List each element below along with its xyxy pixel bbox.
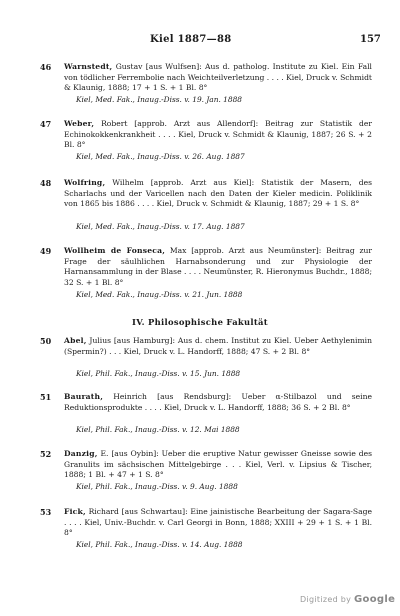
entry-citation bbox=[64, 449, 372, 481]
dissertation-note: Kiel, Phil. Fak., Inaug.-Diss. v. 12. Mai 1888 bbox=[76, 425, 240, 434]
entry-text: Wilhelm [approb. Arzt aus Kiel]: Statistik der Masern, des Scharlachs und der Varicellen nach den Daten der Kieler medicin. Poliklinik von 1865 bis 1886 . . . . Kiel, Druck v. Schmidt & Klaunig, 1887; 29 + 1 S. 8° bbox=[64, 178, 372, 209]
dissertation-note: Kiel, Phil. Fak., Inaug.-Diss. v. 9. Aug. 1888 bbox=[76, 482, 238, 491]
dissertation-note: Kiel, Phil. Fak., Inaug.-Diss. v. 15. Jun. 1888 bbox=[76, 369, 241, 378]
entry-citation bbox=[64, 178, 372, 210]
entry-text: E. [aus Oybin]: Ueber die eruptive Natur gewisser Gneisse sowie des Granulits im sächsischen Mittelgebirge . . . Kiel, Verl. v. Lipsius & Tischer, 1888; 1 Bl. + 47 + 1 S. 8° bbox=[64, 449, 372, 480]
dissertation-note: Kiel, Med. Fak., Inaug.-Diss. v. 17. Aug. 1887 bbox=[76, 222, 245, 231]
bibliography-entry bbox=[40, 336, 372, 380]
bibliography-entry bbox=[40, 507, 372, 551]
dissertation-note: Kiel, Phil. Fak., Inaug.-Diss. v. 14. Aug. 1888 bbox=[76, 540, 243, 549]
digitization-watermark bbox=[300, 594, 395, 605]
entry-number: 46 bbox=[40, 62, 52, 72]
author-name: Wolfring, bbox=[64, 178, 106, 187]
entry-number: 53 bbox=[40, 507, 52, 517]
dissertation-note: Kiel, Med. Fak., Inaug.-Diss. v. 26. Aug. 1887 bbox=[76, 152, 245, 161]
entry-text: Max [approb. Arzt aus Neumünster]: Beitrag zur Frage der säulhlichen Harnabsonderung und zur Physiologie der Harnansammlung in der Blase . . . . Neumünster, R. Hieronymus Buchdr., 1888; 32 S. + 1 Bl. 8° bbox=[64, 246, 372, 287]
entry-number: 49 bbox=[40, 246, 52, 256]
entry-text: Richard [aus Schwartau]: Eine jainistische Bearbeitung der Sagara-Sage . . . . Kiel, Univ.-Buchdr. v. Carl Georgi in Bonn, 1888; XXIII + 29 + 1 S. + 1 Bl. 8° bbox=[64, 507, 372, 538]
bibliography-entry bbox=[40, 449, 372, 493]
page-number: 157 bbox=[360, 34, 381, 45]
author-name: Weber, bbox=[64, 119, 95, 128]
entry-citation bbox=[64, 62, 372, 94]
bibliography-entry bbox=[40, 392, 372, 436]
entry-text: Gustav [aus Wulfsen]: Aus d. patholog. Institute zu Kiel. Ein Fall von tödlicher Ferrembolie nach Weichteilverletzung . . . . Kiel, Druck v. Schmidt & Klaunig, 1888; 17 + 1 S. + 1 Bl. 8° bbox=[64, 62, 372, 93]
watermark-prefix: Digitized by bbox=[300, 595, 352, 604]
dissertation-note: Kiel, Med. Fak., Inaug.-Diss. v. 21. Jun. 1888 bbox=[76, 290, 243, 299]
entry-text: Robert [approb. Arzt aus Allendorf]: Beitrag zur Statistik der Echinokokkenkrankheit . . . . Kiel, Druck v. Schmidt & Klaunig, 1887; 26 S. + 2 Bl. 8° bbox=[64, 119, 372, 150]
bibliography-entry bbox=[40, 62, 372, 106]
entry-citation bbox=[64, 392, 372, 413]
entry-number: 48 bbox=[40, 178, 52, 188]
entry-number: 52 bbox=[40, 449, 52, 459]
entry-text: Julius [aus Hamburg]: Aus d. chem. Institut zu Kiel. Ueber Aethylenimin (Spermin?) . . . Kiel, Druck v. L. Handorff, 1888; 47 S. + 2 Bl. 8° bbox=[64, 336, 372, 356]
bibliography-entry bbox=[40, 178, 372, 232]
author-name: Baurath, bbox=[64, 392, 104, 401]
entry-citation bbox=[64, 119, 372, 151]
watermark-brand: Google bbox=[354, 594, 396, 605]
page-header bbox=[0, 34, 400, 48]
author-name: Danzig, bbox=[64, 449, 98, 458]
entry-number: 47 bbox=[40, 119, 52, 129]
author-name: Abel, bbox=[64, 336, 87, 345]
bibliography-entry bbox=[40, 119, 372, 163]
section-heading: IV. Philosophische Fakultät bbox=[132, 317, 268, 327]
entry-citation bbox=[64, 336, 372, 357]
entry-citation bbox=[64, 507, 372, 539]
dissertation-note: Kiel, Med. Fak., Inaug.-Diss. v. 19. Jan. 1888 bbox=[76, 95, 242, 104]
entry-text: Heinrich [aus Rendsburg]: Ueber α-Stilbazol und seine Reduktionsprodukte . . . . Kiel, Druck v. L. Handorff, 1888; 36 S. + 2 Bl. 8° bbox=[64, 392, 372, 412]
author-name: Warnstedt, bbox=[64, 62, 113, 71]
bibliography-entry bbox=[40, 246, 372, 300]
entry-number: 50 bbox=[40, 336, 52, 346]
author-name: Wollheim de Fonseca, bbox=[64, 246, 166, 255]
author-name: Fick, bbox=[64, 507, 86, 516]
running-title: Kiel 1887—88 bbox=[150, 34, 232, 45]
entry-number: 51 bbox=[40, 392, 52, 402]
entry-citation bbox=[64, 246, 372, 288]
